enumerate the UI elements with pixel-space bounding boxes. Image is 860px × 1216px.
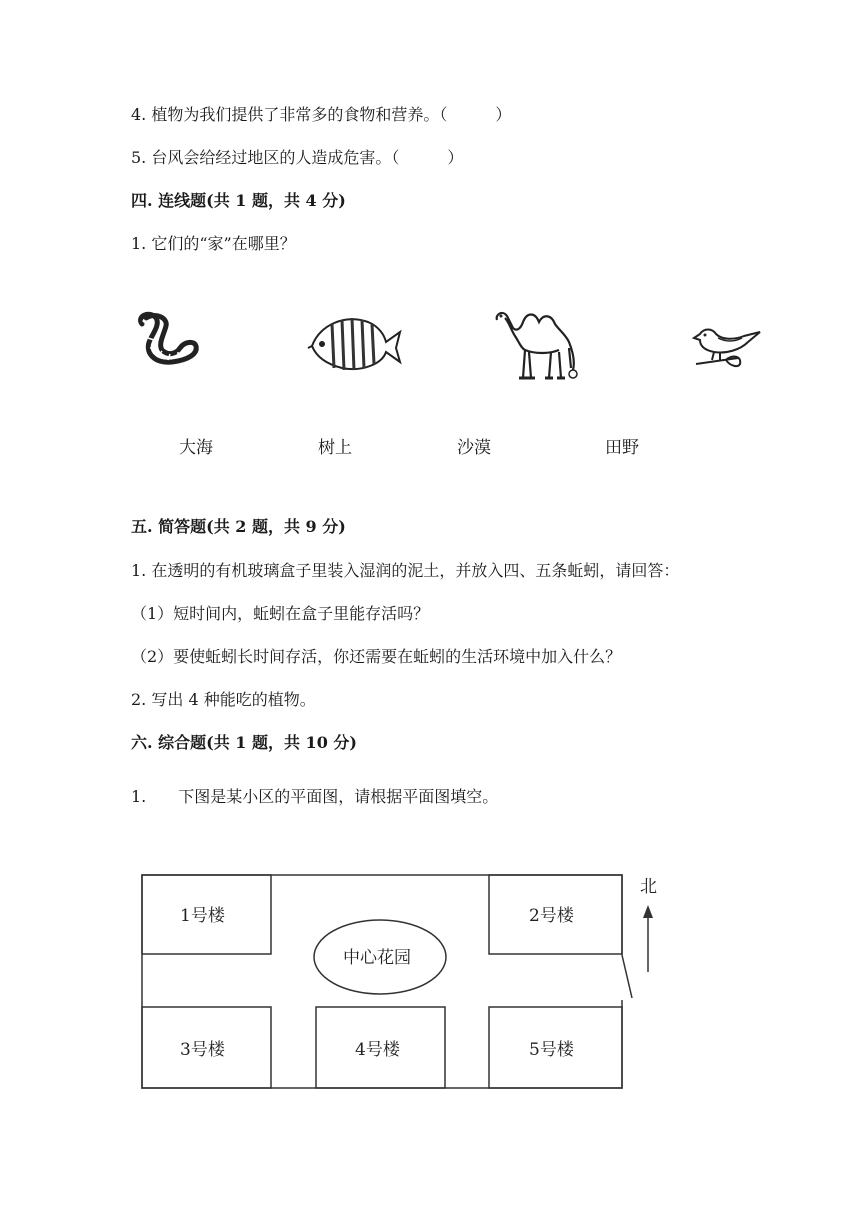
place-label-desert: 沙漠 — [457, 438, 491, 458]
place-label-field: 田野 — [605, 438, 639, 458]
central-garden-label: 中心花园 — [343, 948, 411, 968]
building-3-label: 3号楼 — [180, 1040, 225, 1060]
building-5-label: 5号楼 — [529, 1040, 574, 1060]
place-label-tree: 树上 — [318, 438, 352, 458]
short-answer-question-1-part-1: （1）短时间内，蚯蚓在盒子里能存活吗？ — [131, 604, 430, 623]
matching-question-1: 1. 它们的“家”在哪里？ — [131, 234, 296, 253]
short-answer-question-1-part-2: （2）要使蚯蚓长时间存活，你还需要在蚯蚓的生活环境中加入什么？ — [131, 647, 622, 666]
section-6-title: 六. 综合题(共 1 题，共 10 分) — [131, 733, 357, 752]
section-5-title: 五. 简答题(共 2 题，共 9 分) — [131, 517, 346, 536]
short-answer-question-2: 2. 写出 4 种能吃的植物。 — [131, 690, 316, 709]
question-number: 1. — [131, 787, 147, 806]
section-4-title: 四. 连线题(共 1 题，共 4 分) — [131, 191, 346, 210]
place-label-sea: 大海 — [179, 438, 213, 458]
building-1-label: 1号楼 — [180, 906, 225, 926]
question-text: 下图是某小区的平面图，请根据平面图填空。 — [178, 787, 499, 806]
short-answer-question-1: 1. 在透明的有机玻璃盒子里装入湿润的泥土，并放入四、五条蚯蚓，请回答： — [131, 561, 680, 580]
judgement-question-5: 5. 台风会给经过地区的人造成危害。（ ） — [131, 148, 464, 167]
building-2-label: 2号楼 — [529, 906, 574, 926]
judgement-question-4: 4. 植物为我们提供了非常多的食物和营养。（ ） — [131, 105, 512, 124]
north-label: 北 — [640, 877, 657, 897]
building-4-label: 4号楼 — [355, 1040, 400, 1060]
